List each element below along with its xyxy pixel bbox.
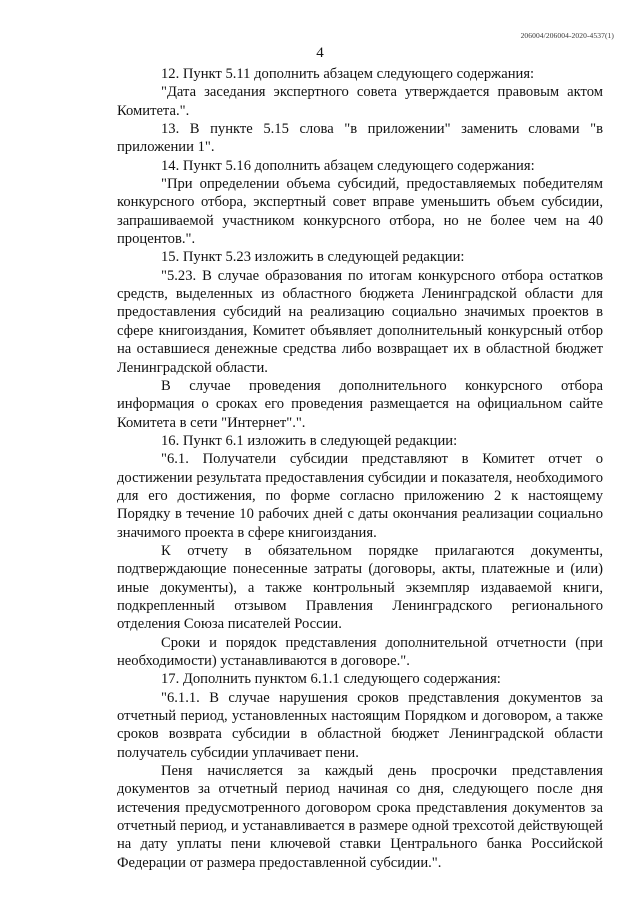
paragraph-item-14: 14. Пункт 5.16 дополнить абзацем следующего содержания: [161, 157, 535, 174]
paragraph-quote-6-1: "6.1. Получатели субсидии представляют в Комитет отчет о достижении результата предоставления субсидии и показателя, необходимого для его достижения, по форме согласно приложению 2 к настоящему Порядку в течение 10 рабочих дней с даты окончания реализации социально значимого проекта в сфере книгоиздания. [117, 451, 603, 541]
paragraph-quote-5-16: "При определении объема субсидий, предоставляемых победителям конкурсного отбора, экспертный совет вправе уменьшить объем субсидии, запрашиваемой участником конкурсного отбора, но не более чем на 40 процентов.". [117, 176, 603, 248]
paragraph-quote-5-11: "Дата заседания экспертного совета утверждается правовым актом Комитета.". [117, 84, 603, 119]
document-body [117, 65, 603, 872]
paragraph-item-16: 16. Пункт 6.1 изложить в следующей редакции: [161, 432, 458, 449]
page-number: 4 [316, 45, 324, 61]
paragraph-item-12: 12. Пункт 5.11 дополнить абзацем следующего содержания: [161, 66, 535, 82]
paragraph-item-17: 17. Дополнить пунктом 6.1.1 следующего содержания: [161, 671, 501, 688]
document-id: 206004/206004-2020-4537(1) [520, 31, 614, 40]
paragraph-item-15: 15. Пункт 5.23 изложить в следующей редакции: [161, 249, 465, 266]
paragraph-additional-reporting: Сроки и порядок представления дополнительной отчетности (при необходимости) устанавливаются в договоре.". [117, 634, 603, 669]
paragraph-additional-selection: В случае проведения дополнительного конкурсного отбора информация о сроках его проведения размещается на официальном сайте Комитета в сети "Интернет".". [117, 377, 603, 431]
paragraph-quote-6-1-1: "6.1.1. В случае нарушения сроков представления документов за отчетный период, установленных настоящим Порядком и договором, а также сроков возврата субсидии в областной бюджет Ленинградской области получатель субсидии уплачивает пени. [117, 689, 603, 761]
paragraph-penalty: Пеня начисляется за каждый день просрочки представления документов за отчетный период начиная со дня, следующего после дня истечения предусмотренного договором срока представления документов за отчетный период, и устанавливается в размере одной трехсотой действующей на дату уплаты пени ключевой ставки Центрального банка Российской Федерации от размера предоставленной субсидии.". [117, 763, 603, 871]
paragraph-report-documents: К отчету в обязательном порядке прилагаются документы, подтверждающие понесенные затраты (договоры, акты, платежные и (или) иные документы), а также контрольный экземпляр издаваемой книги, подкрепленный отзывом Правления Ленинградского регионального отделения Союза писателей России. [117, 542, 603, 633]
paragraph-item-13: 13. В пункте 5.15 слова "в приложении" заменить словами "в приложении 1". [117, 121, 603, 156]
paragraph-quote-5-23: "5.23. В случае образования по итогам конкурсного отбора остатков средств, выделенных из областного бюджета Ленинградской области для предоставления субсидий на реализацию социально значимых проектов в сфере книгоиздания, Комитет объявляет дополнительный конкурсный отбор на оставшиеся денежные средства либо возвращает их в областной бюджет Ленинградской области. [117, 267, 603, 376]
